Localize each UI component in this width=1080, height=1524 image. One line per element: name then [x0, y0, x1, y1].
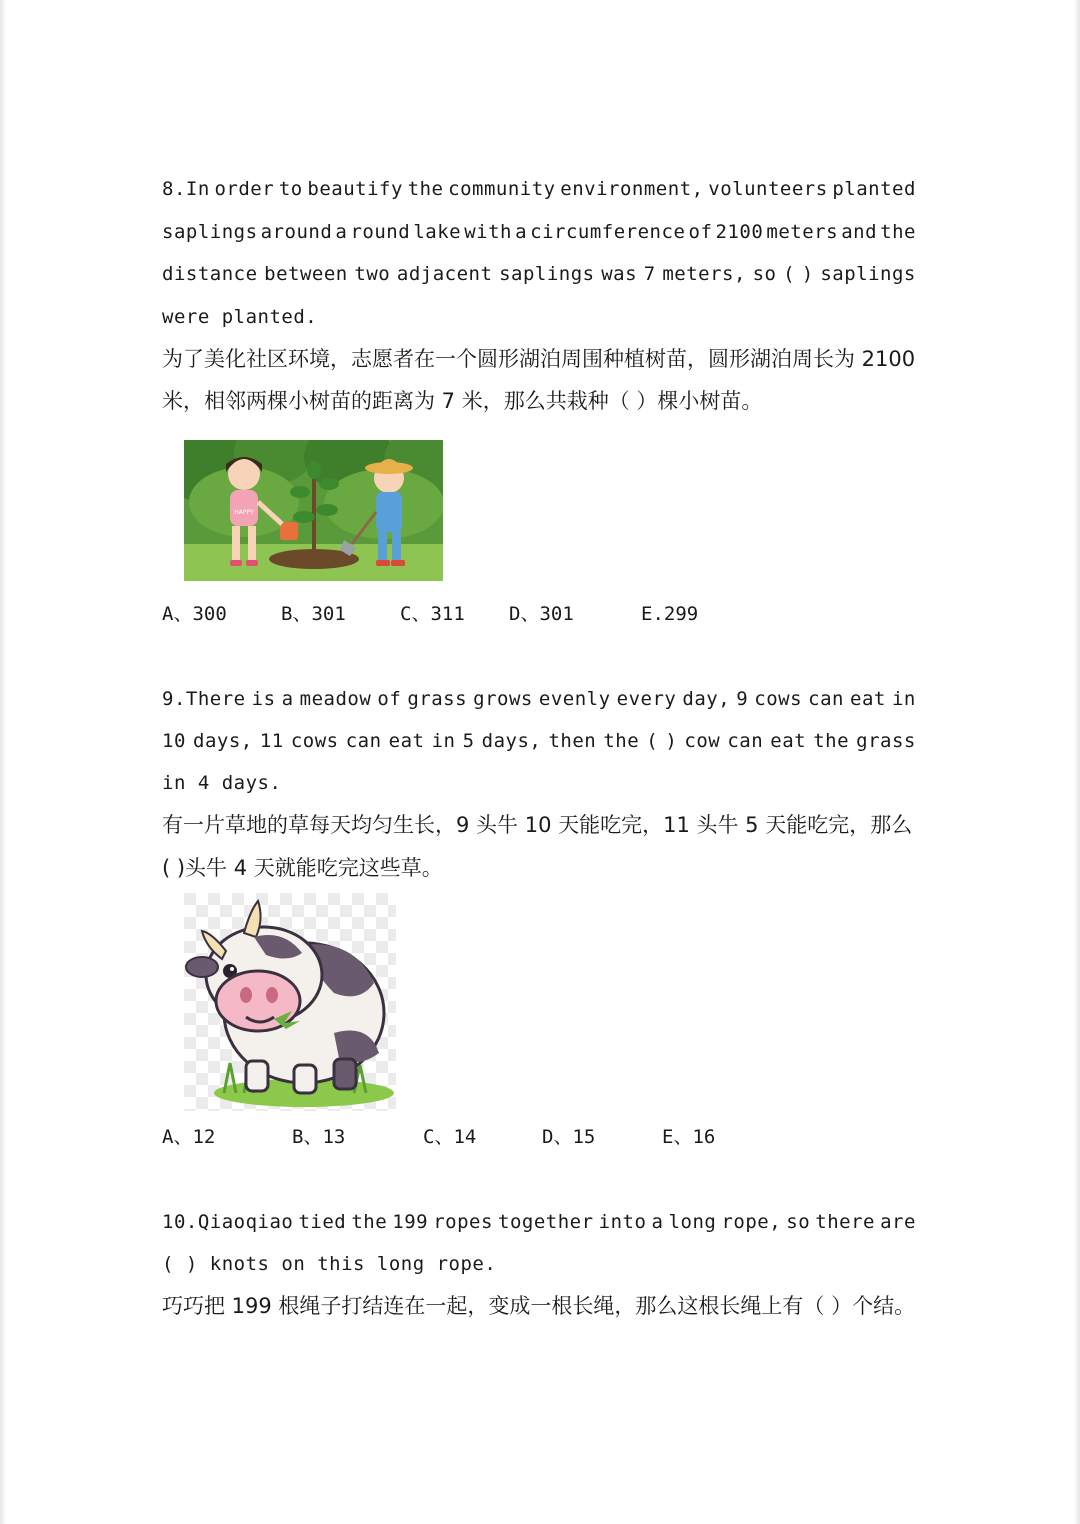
q8-option-d[interactable]: D、301 [509, 603, 574, 625]
q9-option-d[interactable]: D、15 [542, 1126, 596, 1148]
q9-option-b[interactable]: B、13 [292, 1126, 346, 1148]
q9-option-c[interactable]: C、14 [423, 1126, 477, 1148]
q10-zh-line-1: 巧巧把 199 根绳子打结连在一起，变成一根长绳，那么这根长绳上有（ ）个结。 [162, 1294, 916, 1318]
q9-option-e[interactable]: E、16 [662, 1126, 716, 1148]
q8-option-c[interactable]: C、311 [400, 603, 465, 625]
cartoon-cow-eating-grass-illustration [184, 893, 396, 1111]
q8-option-b[interactable]: B、301 [281, 603, 346, 625]
q8-en-line-4: were planted. [162, 306, 318, 328]
q9-en-line-1: 9.There is a meadow of grass grows evenly every day, 9 cows can eat in [162, 688, 916, 710]
q8-en-line-3: distance between two adjacent saplings was 7 meters, so ( ) saplings [162, 263, 916, 285]
page-edge-right [1074, 0, 1080, 1524]
q9-option-a[interactable]: A、12 [162, 1126, 216, 1148]
q8-zh-line-1: 为了美化社区环境，志愿者在一个圆形湖泊周围种植树苗，圆形湖泊周长为 2100 [162, 347, 916, 371]
q9-zh-line-1: 有一片草地的草每天均匀生长，9 头牛 10 天能吃完，11 头牛 5 天能吃完，那么 [162, 813, 913, 837]
q8-en-line-2: saplings around a round lake with a circumference of 2100 meters and the [162, 221, 916, 243]
q10-en-line-2: ( ) knots on this long rope. [162, 1253, 497, 1275]
q8-option-a[interactable]: A、300 [162, 603, 227, 625]
q9-en-line-2: 10 days, 11 cows can eat in 5 days, then the ( ) cow can eat the grass [162, 730, 916, 752]
q8-option-e[interactable]: E.299 [641, 603, 699, 625]
happy-badge: HAPPY [234, 509, 254, 516]
q10-en-line-1: 10.Qiaoqiao tied the 199 ropes together into a long rope, so there are [162, 1211, 916, 1233]
q8-zh-line-2: 米，相邻两棵小树苗的距离为 7 米，那么共栽种（ ）棵小树苗。 [162, 389, 763, 413]
q9-en-line-3: in 4 days. [162, 772, 282, 794]
children-planting-tree-illustration [184, 432, 443, 581]
q9-zh-line-2: ( )头牛 4 天就能吃完这些草。 [162, 856, 443, 880]
page-edge-left [0, 0, 6, 1524]
q8-en-line-1: 8.In order to beautify the community environment, volunteers planted [162, 178, 916, 200]
